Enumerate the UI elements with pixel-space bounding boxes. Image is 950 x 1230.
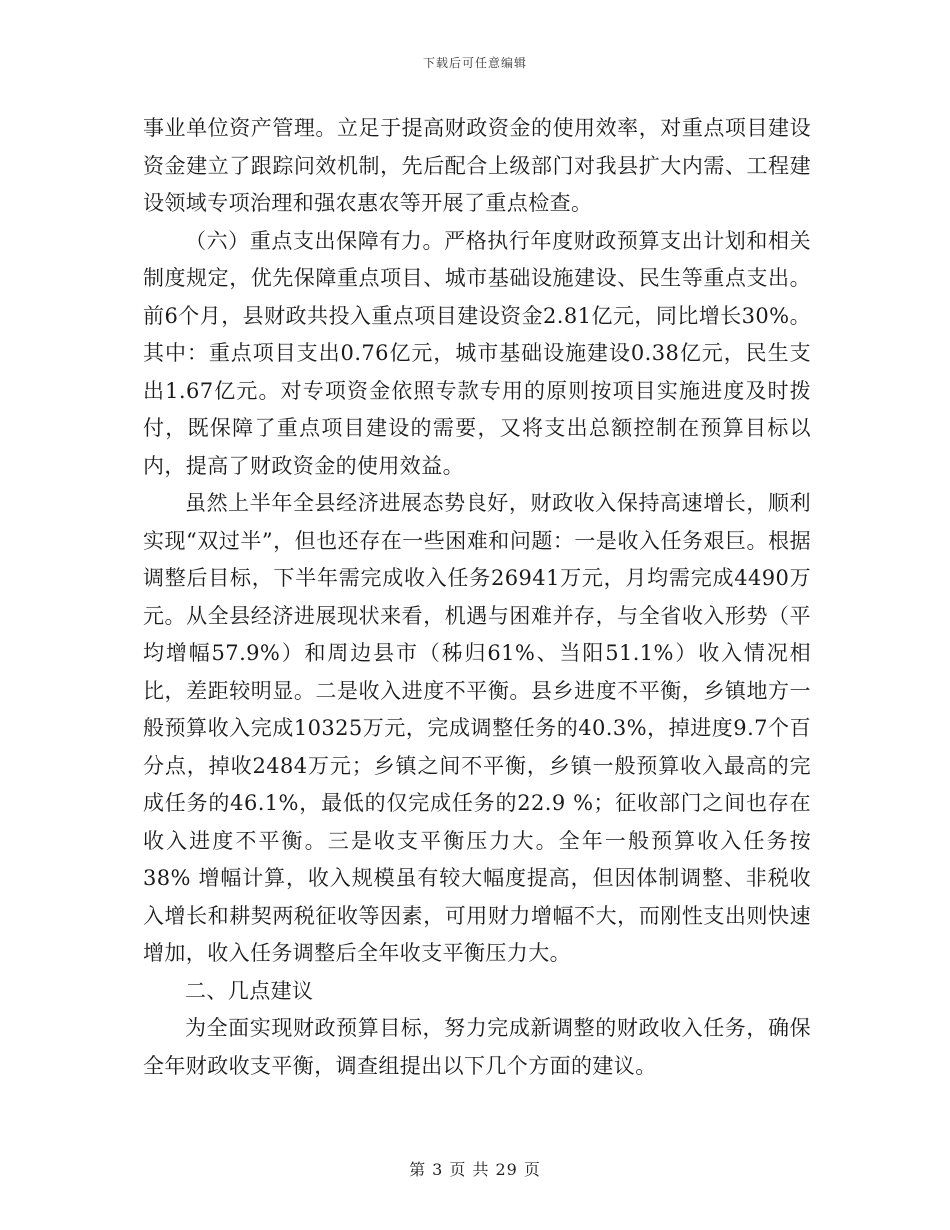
page-header: 下载后可任意编辑 — [422, 56, 527, 70]
footer-suffix: 页 — [523, 1160, 541, 1179]
paragraph-suggestions-intro: 为全面实现财政预算目标，努力完成新调整的财政收入任务，确保全年财政收支平衡，调查组提出以下几个方面的建议。 — [143, 1016, 811, 1078]
paragraph-continuation: 事业单位资产管理。立足于提高财政资金的使用效率，对重点项目建设资金建立了跟踪问效机制，先后配合上级部门对我县扩大内需、工程建设领域专项治理和强农惠农等开展了重点检查。 — [143, 116, 811, 215]
footer-prefix: 第 — [409, 1160, 427, 1179]
document-body — [143, 110, 811, 1085]
current-page-number: 3 — [432, 1160, 444, 1179]
paragraph-problems: 虽然上半年全县经济进展态势良好，财政收入保持高速增长，顺利实现“双过半”，但也还存在一些困难和问题：一是收入任务艰巨。根据调整后目标，下半年需完成收入任务26941万元，月均需完成4490万元。从全县经济进展现状来看，机遇与困难并存，与全省收入形势（平均增幅57.9%）和周边县市（秭归61%、当阳51.1%）收入情况相比，差距较明显。二是收入进度不平衡。县乡进度不平衡，乡镇地方一般预算收入完成10325万元，完成调整任务的40.3%，掉进度9.7个百分点，掉收2484万元；乡镇之间不平衡，乡镇一般预算收入最高的完成任务的46.1%，最低的仅完成任务的22.9 %；征收部门之间也存在收入进度不平衡。三是收支平衡压力大。全年一般预算收入任务按38% 增幅计算，收入规模虽有较大幅度提高，但因体制调整、非税收入增长和耕契两税征收等因素，可用财力增幅不大，而刚性支出则快速增加，收入任务调整后全年收支平衡压力大。 — [143, 491, 811, 965]
page-footer — [0, 1157, 950, 1180]
total-page-count: 29 — [495, 1160, 518, 1179]
footer-middle: 页 共 — [449, 1160, 490, 1179]
paragraph-key-expenditure: （六）重点支出保障有力。严格执行年度财政预算支出计划和相关制度规定，优先保障重点项目、城市基础设施建设、民生等重点支出。前6个月，县财政共投入重点项目建设资金2.81亿元，同比增长30%。其中：重点项目支出0.76亿元，城市基础设施建设0.38亿元，民生支出1.67亿元。对专项资金依照专款专用的原则按项目实施进度及时拨付，既保障了重点项目建设的需要，又将支出总额控制在预算目标以内，提高了财政资金的使用效益。 — [143, 228, 811, 478]
section-heading-suggestions: 二、几点建议 — [185, 978, 314, 1003]
